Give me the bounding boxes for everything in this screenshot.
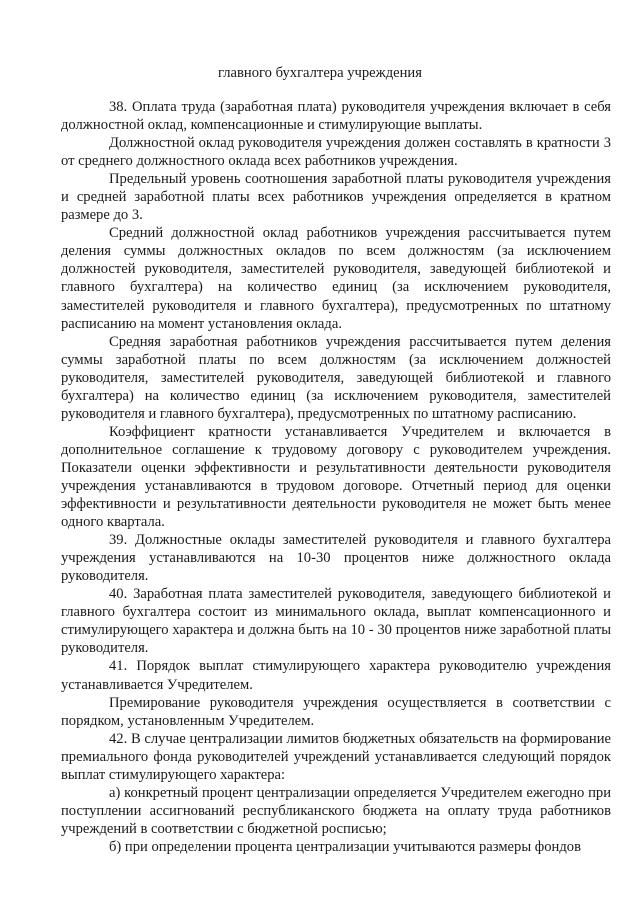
paragraph-41: 41. Порядок выплат стимулирующего характера руководителю учреждения устанавливается Учредителем. xyxy=(61,658,611,693)
paragraph-average-salary-calc: Средний должностной оклад работников учреждения рассчитывается путем деления суммы должностных окладов по всем должностям (за исключением должностей руководителя, заместителей руководителя, заведующей библиотекой и главного бухгалтера) на количество единиц (за исключением руководителя, заместителей руководителя и главного бухгалтера), предусмотренных по штатному расписанию на момент установления оклада. xyxy=(61,225,611,332)
paragraph-multiplicity-coefficient: Коэффициент кратности устанавливается Учредителем и включается в дополнительное соглашение к трудовому договору с руководителем учреждения. Показатели оценки эффективности и результативности деятельности руководителя учреждения устанавливаются в трудовом договоре. Отчетный период для оценки эффективности и результативности деятельности руководителя не может быть менее одного квартала. xyxy=(61,423,611,531)
document-body xyxy=(61,98,611,856)
paragraph-38: 38. Оплата труда (заработная плата) руководителя учреждения включает в себя должностной оклад, компенсационные и стимулирующие выплаты. xyxy=(61,99,611,134)
paragraph-official-salary: Должностной оклад руководителя учреждения должен составлять в кратности 3 от среднего должностного оклада всех работников учреждения. xyxy=(61,135,611,170)
paragraph-39: 39. Должностные оклады заместителей руководителя и главного бухгалтера учреждения устанавливаются на 10-30 процентов ниже должностного оклада руководителя. xyxy=(61,532,611,585)
paragraph-bonus: Премирование руководителя учреждения осуществляется в соответствии с порядком, установленным Учредителем. xyxy=(61,694,611,729)
paragraph-average-wage-calc: Средняя заработная работников учреждения рассчитывается путем деления суммы заработной платы по всем должностям (за исключением должностей руководителя, заместителей руководителя, заведующей библиотекой и главного бухгалтера) на количество единиц (за исключением руководителя, заместителей руководителя и главного бухгалтера), предусмотренных по штатному расписанию. xyxy=(61,333,611,422)
list-item-b: б) при определении процента централизации учитываются размеры фондов xyxy=(109,838,581,855)
paragraph-40: 40. Заработная плата заместителей руководителя, заведующего библиотекой и главного бухгалтера состоит из минимального оклада, выплат компенсационного и стимулирующего характера и должна быть на 10 - 30 процентов ниже заработной платы руководителя. xyxy=(61,586,611,657)
section-heading: главного бухгалтера учреждения xyxy=(218,65,422,81)
paragraph-salary-ratio-limit: Предельный уровень соотношения заработной платы руководителя учреждения и средней заработной платы всех работников учреждения определяется в кратном размере до 3. xyxy=(61,171,611,224)
list-item-a: а) конкретный процент централизации определяется Учредителем ежегодно при поступлении ассигнований республиканского бюджета на оплату труда работников учреждений в соответствии с бюджетной росписью; xyxy=(61,784,611,837)
paragraph-42: 42. В случае централизации лимитов бюджетных обязательств на формирование премиального фонда руководителей учреждений устанавливается следующий порядок выплат стимулирующего характера: xyxy=(61,730,611,783)
